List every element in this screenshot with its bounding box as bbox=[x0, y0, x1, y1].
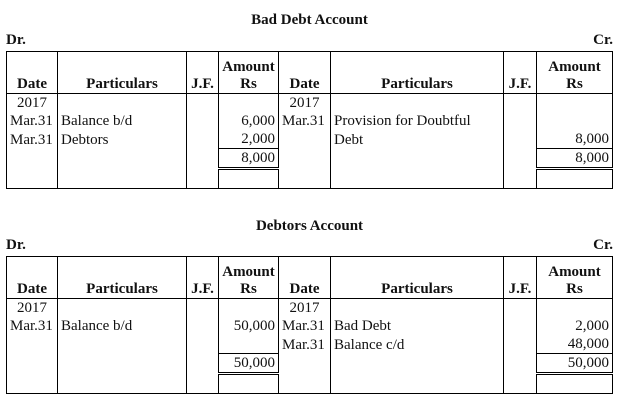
credit-particulars: Balance c/d bbox=[331, 335, 504, 354]
credit-amount: 8,000 bbox=[537, 130, 613, 149]
header-jf: J.F. bbox=[504, 257, 537, 299]
debit-particulars: Debtors bbox=[58, 130, 187, 149]
credit-jf bbox=[504, 169, 537, 189]
table-row bbox=[7, 317, 613, 335]
credit-particulars bbox=[331, 374, 504, 394]
credit-jf bbox=[504, 299, 537, 318]
header-jf: J.F. bbox=[187, 52, 219, 94]
credit-date: 2017 bbox=[279, 299, 331, 318]
header-amount-line1: Amount bbox=[222, 59, 275, 75]
debit-total: 50,000 bbox=[219, 354, 279, 374]
debit-date bbox=[7, 169, 58, 189]
debtors-dr-label: Dr. bbox=[6, 237, 26, 253]
debit-date bbox=[7, 149, 58, 169]
table-row bbox=[7, 169, 613, 189]
credit-jf bbox=[504, 149, 537, 169]
header-amount-line2: Rs bbox=[240, 281, 257, 297]
table-header-row bbox=[7, 257, 613, 299]
credit-jf bbox=[504, 130, 537, 149]
table-row bbox=[7, 374, 613, 394]
header-date: Date bbox=[7, 52, 58, 94]
credit-jf bbox=[504, 94, 537, 113]
debit-jf bbox=[187, 299, 219, 318]
credit-date bbox=[279, 169, 331, 189]
debit-total: 8,000 bbox=[219, 149, 279, 169]
debit-jf bbox=[187, 149, 219, 169]
credit-particulars bbox=[331, 94, 504, 113]
debit-amount: 50,000 bbox=[219, 317, 279, 335]
credit-date: Mar.31 bbox=[279, 112, 331, 130]
header-date: Date bbox=[7, 257, 58, 299]
debit-particulars: Balance b/d bbox=[58, 317, 187, 335]
debit-date: 2017 bbox=[7, 94, 58, 113]
header-particulars: Particulars bbox=[58, 257, 187, 299]
credit-particulars bbox=[331, 169, 504, 189]
credit-particulars: Debt bbox=[331, 130, 504, 149]
credit-particulars: Provision for Doubtful bbox=[331, 112, 504, 130]
header-particulars: Particulars bbox=[331, 52, 504, 94]
debit-date bbox=[7, 335, 58, 354]
debit-jf bbox=[187, 169, 219, 189]
table-row bbox=[7, 130, 613, 149]
debit-amount bbox=[219, 335, 279, 354]
debit-jf bbox=[187, 112, 219, 130]
debit-jf bbox=[187, 130, 219, 149]
debit-date bbox=[7, 374, 58, 394]
header-amount bbox=[537, 257, 613, 299]
header-amount-line2: Rs bbox=[240, 76, 257, 92]
debit-amount: 2,000 bbox=[219, 130, 279, 149]
credit-amount: 2,000 bbox=[537, 317, 613, 335]
debtors-title: Debtors Account bbox=[255, 218, 364, 234]
debit-date: Mar.31 bbox=[7, 112, 58, 130]
header-jf: J.F. bbox=[187, 257, 219, 299]
header-amount-line1: Amount bbox=[222, 264, 275, 280]
credit-total: 8,000 bbox=[537, 149, 613, 169]
header-date: Date bbox=[279, 257, 331, 299]
credit-jf bbox=[504, 335, 537, 354]
credit-date bbox=[279, 130, 331, 149]
debit-jf bbox=[187, 374, 219, 394]
debit-date: 2017 bbox=[7, 299, 58, 318]
debit-particulars bbox=[58, 169, 187, 189]
debit-date: Mar.31 bbox=[7, 317, 58, 335]
header-particulars: Particulars bbox=[331, 257, 504, 299]
debit-particulars bbox=[58, 354, 187, 374]
table-header-row bbox=[7, 52, 613, 94]
bad-debt-title: Bad Debt Account bbox=[251, 12, 368, 28]
credit-date bbox=[279, 374, 331, 394]
debit-jf bbox=[187, 354, 219, 374]
total-row bbox=[7, 354, 613, 374]
debtors-ledger-table bbox=[6, 256, 613, 394]
debit-particulars bbox=[58, 149, 187, 169]
debit-amount: 6,000 bbox=[219, 112, 279, 130]
debit-date: Mar.31 bbox=[7, 130, 58, 149]
credit-jf bbox=[504, 317, 537, 335]
table-row bbox=[7, 335, 613, 354]
header-amount bbox=[219, 52, 279, 94]
debit-particulars bbox=[58, 374, 187, 394]
header-amount bbox=[537, 52, 613, 94]
credit-jf bbox=[504, 354, 537, 374]
credit-jf bbox=[504, 374, 537, 394]
header-jf: J.F. bbox=[504, 52, 537, 94]
header-amount-line1: Amount bbox=[548, 264, 601, 280]
bad-debt-ledger-table bbox=[6, 51, 613, 189]
credit-particulars bbox=[331, 299, 504, 318]
credit-amount: 48,000 bbox=[537, 335, 613, 354]
table-row bbox=[7, 112, 613, 130]
header-particulars: Particulars bbox=[58, 52, 187, 94]
total-row bbox=[7, 149, 613, 169]
header-amount-line2: Rs bbox=[566, 281, 583, 297]
debit-particulars: Balance b/d bbox=[58, 112, 187, 130]
debit-jf bbox=[187, 335, 219, 354]
debit-amount bbox=[219, 299, 279, 318]
credit-amount bbox=[537, 94, 613, 113]
debit-jf bbox=[187, 317, 219, 335]
credit-date bbox=[279, 149, 331, 169]
debtors-cr-label: Cr. bbox=[593, 237, 613, 253]
credit-amount bbox=[537, 169, 613, 189]
credit-jf bbox=[504, 112, 537, 130]
credit-total: 50,000 bbox=[537, 354, 613, 374]
debit-particulars bbox=[58, 94, 187, 113]
credit-date: Mar.31 bbox=[279, 317, 331, 335]
table-row bbox=[7, 94, 613, 113]
credit-date: Mar.31 bbox=[279, 335, 331, 354]
header-amount bbox=[219, 257, 279, 299]
credit-particulars: Bad Debt bbox=[331, 317, 504, 335]
credit-date bbox=[279, 354, 331, 374]
credit-particulars bbox=[331, 149, 504, 169]
credit-amount bbox=[537, 374, 613, 394]
credit-amount bbox=[537, 112, 613, 130]
debit-amount bbox=[219, 94, 279, 113]
header-amount-line2: Rs bbox=[566, 76, 583, 92]
credit-date: 2017 bbox=[279, 94, 331, 113]
debit-particulars bbox=[58, 335, 187, 354]
debit-particulars bbox=[58, 299, 187, 318]
bad-debt-cr-label: Cr. bbox=[593, 32, 613, 48]
debit-jf bbox=[187, 94, 219, 113]
credit-particulars bbox=[331, 354, 504, 374]
header-amount-line1: Amount bbox=[548, 59, 601, 75]
header-date: Date bbox=[279, 52, 331, 94]
credit-amount bbox=[537, 299, 613, 318]
debit-date bbox=[7, 354, 58, 374]
table-row bbox=[7, 299, 613, 318]
debit-amount bbox=[219, 169, 279, 189]
bad-debt-dr-label: Dr. bbox=[6, 32, 26, 48]
debit-amount bbox=[219, 374, 279, 394]
